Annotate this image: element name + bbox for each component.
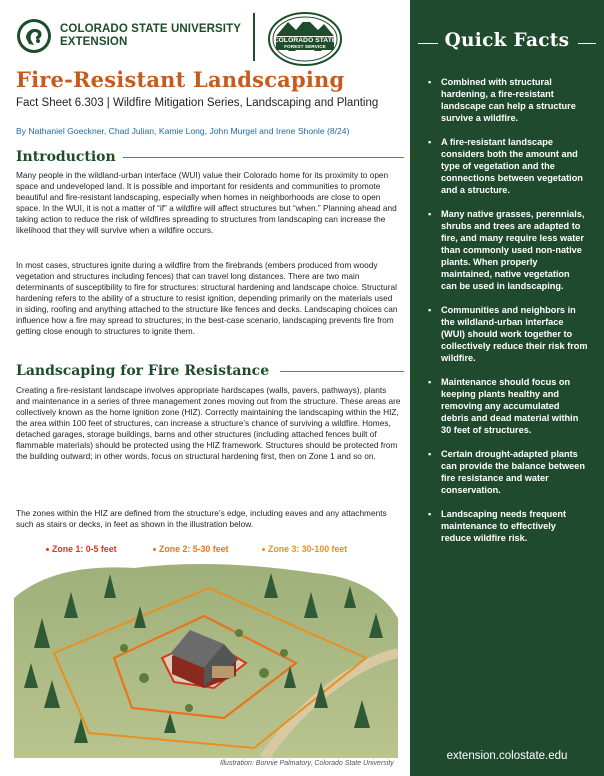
quick-fact-item	[428, 376, 588, 436]
bullet-icon: •	[428, 77, 432, 87]
csu-ram-logo-icon	[16, 18, 52, 54]
quick-fact-item	[428, 508, 588, 544]
quick-facts-list	[428, 76, 588, 556]
landscaping-rule	[280, 371, 404, 372]
bullet-icon: •	[428, 449, 432, 459]
zone-2-legend	[153, 544, 228, 554]
page-title: Fire-Resistant Landscaping	[16, 67, 345, 92]
header-divider	[253, 13, 255, 61]
intro-heading: Introduction	[16, 149, 116, 165]
org-name	[60, 23, 241, 49]
landscaping-paragraph-1: Creating a fire-resistant landscape involves appropriate hardscapes (walls, pavers, pathways), plants and maintenance in a series of three management zones moving out from the structure. These areas are collectively known as the home ignition zone (HIZ). Correctly maintaining the landscaping within the HIZ, the area within 100 feet of structures, can increase a structure’s chance of surviving a wildfire. Homes, detached garages, storage buildings, barns and other structures (including attached fences built of flammable materials) should be protected using the HIZ framework. Structures should be protected from the building outward; in other words, focus on structural hardening first, then on Zone 1 and so on.	[16, 385, 401, 461]
bullet-icon: •	[428, 209, 432, 219]
quick-fact-item	[428, 448, 588, 496]
quick-facts-rule-right	[578, 43, 596, 44]
org-line-1: COLORADO STATE UNIVERSITY	[60, 23, 241, 35]
intro-rule	[123, 157, 404, 158]
quick-fact-text: Many native grasses, perennials, shrubs and trees are adapted to fire, and many require less water than commonly used non-native plants. When properly maintained, native vegetation can be used in landscaping.	[441, 209, 585, 291]
bullet-icon: •	[428, 377, 432, 387]
quick-fact-text: Certain drought-adapted plants can provide the balance between fire resistance and water conservation.	[441, 449, 585, 495]
intro-paragraph-1: Many people in the wildland-urban interface (WUI) value their Colorado home for its proximity to open space and undeveloped land. It is possible and important for residents and communities to promote beautiful and fire-resistant landscaping, especially when homes in neighborhoods are close to open space. In the WUI, it is not a matter of “if” a wildfire will affect structures but “when.” Planning ahead and taking action to reduce the risk of wildfires spreading to structures from landscaping can increase the likelihood that they will survive when a wildfire occurs.	[16, 170, 397, 235]
zone-3-label: Zone 3: 30-100 feet	[268, 544, 348, 554]
org-line-2: EXTENSION	[60, 36, 128, 48]
bullet-icon: •	[428, 137, 432, 147]
quick-fact-text: Combined with structural hardening, a fire-resistant landscape can help a structure survive a wildfire.	[441, 77, 576, 123]
intro-paragraph-2: In most cases, structures ignite during a wildfire from the firebrands (embers produced from woody vegetation and structures including fences) that can travel long distances. There are two main determinants of susceptibility to fire for structures: structural hardening and landscape choice. Structural hardening refers to the ability of a structure to resist ignition, depending primarily on the materials used in siding, roofing and anything attached to the structure like fences and decks. Landscaping choices can influence how a fire may spread to structures; in the best-case scenario, landscaping prevents fire from getting close enough to structures to ignite them.	[16, 260, 398, 336]
illustration-credit: Illustration: Bonnie Palmatory, Colorado State University	[220, 760, 394, 767]
authors-line: By Nathaniel Goeckner, Chad Julian, Kamie Long, John Murgel and Irene Shonle (8/24)	[16, 126, 350, 136]
zone-3-dot	[262, 548, 265, 551]
quick-fact-text: Landscaping needs frequent maintenance to effectively reduce wildfire risk.	[441, 509, 567, 543]
quick-fact-item	[428, 136, 588, 196]
home-ignition-zone-illustration	[14, 558, 398, 758]
quick-facts-sidebar	[410, 0, 604, 776]
fact-sheet-subtitle: Fact Sheet 6.303 | Wildfire Mitigation Series, Landscaping and Planting	[16, 97, 379, 109]
quick-facts-title: Quick Facts	[444, 30, 570, 51]
quick-fact-text: Communities and neighbors in the wildland-urban interface (WUI) should work together to collectively reduce their risk from wildfire.	[441, 305, 588, 363]
zone-3-legend	[262, 544, 347, 554]
zone-2-dot	[153, 548, 156, 551]
fs-logo-text-bottom: FOREST SERVICE	[284, 45, 326, 50]
zone-2-label: Zone 2: 5-30 feet	[159, 544, 229, 554]
quick-fact-item	[428, 76, 588, 124]
quick-fact-item	[428, 304, 588, 364]
quick-fact-text: A fire-resistant landscape considers both the amount and type of vegetation and the connections between vegetation and a structure.	[441, 137, 583, 195]
zone-1-legend	[46, 544, 117, 554]
extension-url-link[interactable]: extension.colostate.edu	[446, 750, 568, 762]
fs-logo-text-top: COLORADO STATE	[273, 37, 337, 44]
quick-fact-text: Maintenance should focus on keeping plants healthy and removing any accumulated debris and dead material within 30 feet of structures.	[441, 377, 579, 435]
quick-fact-item	[428, 208, 588, 292]
landscaping-paragraph-2: The zones within the HIZ are defined from the structure’s edge, including eaves and any attachments such as stairs or decks, in feet as shown in the illustration below.	[16, 508, 387, 529]
zone-1-dot	[46, 548, 49, 551]
bullet-icon: •	[428, 305, 432, 315]
zone-1-label: Zone 1: 0-5 feet	[52, 544, 117, 554]
bullet-icon: •	[428, 509, 432, 519]
landscaping-heading: Landscaping for Fire Resistance	[16, 363, 270, 379]
